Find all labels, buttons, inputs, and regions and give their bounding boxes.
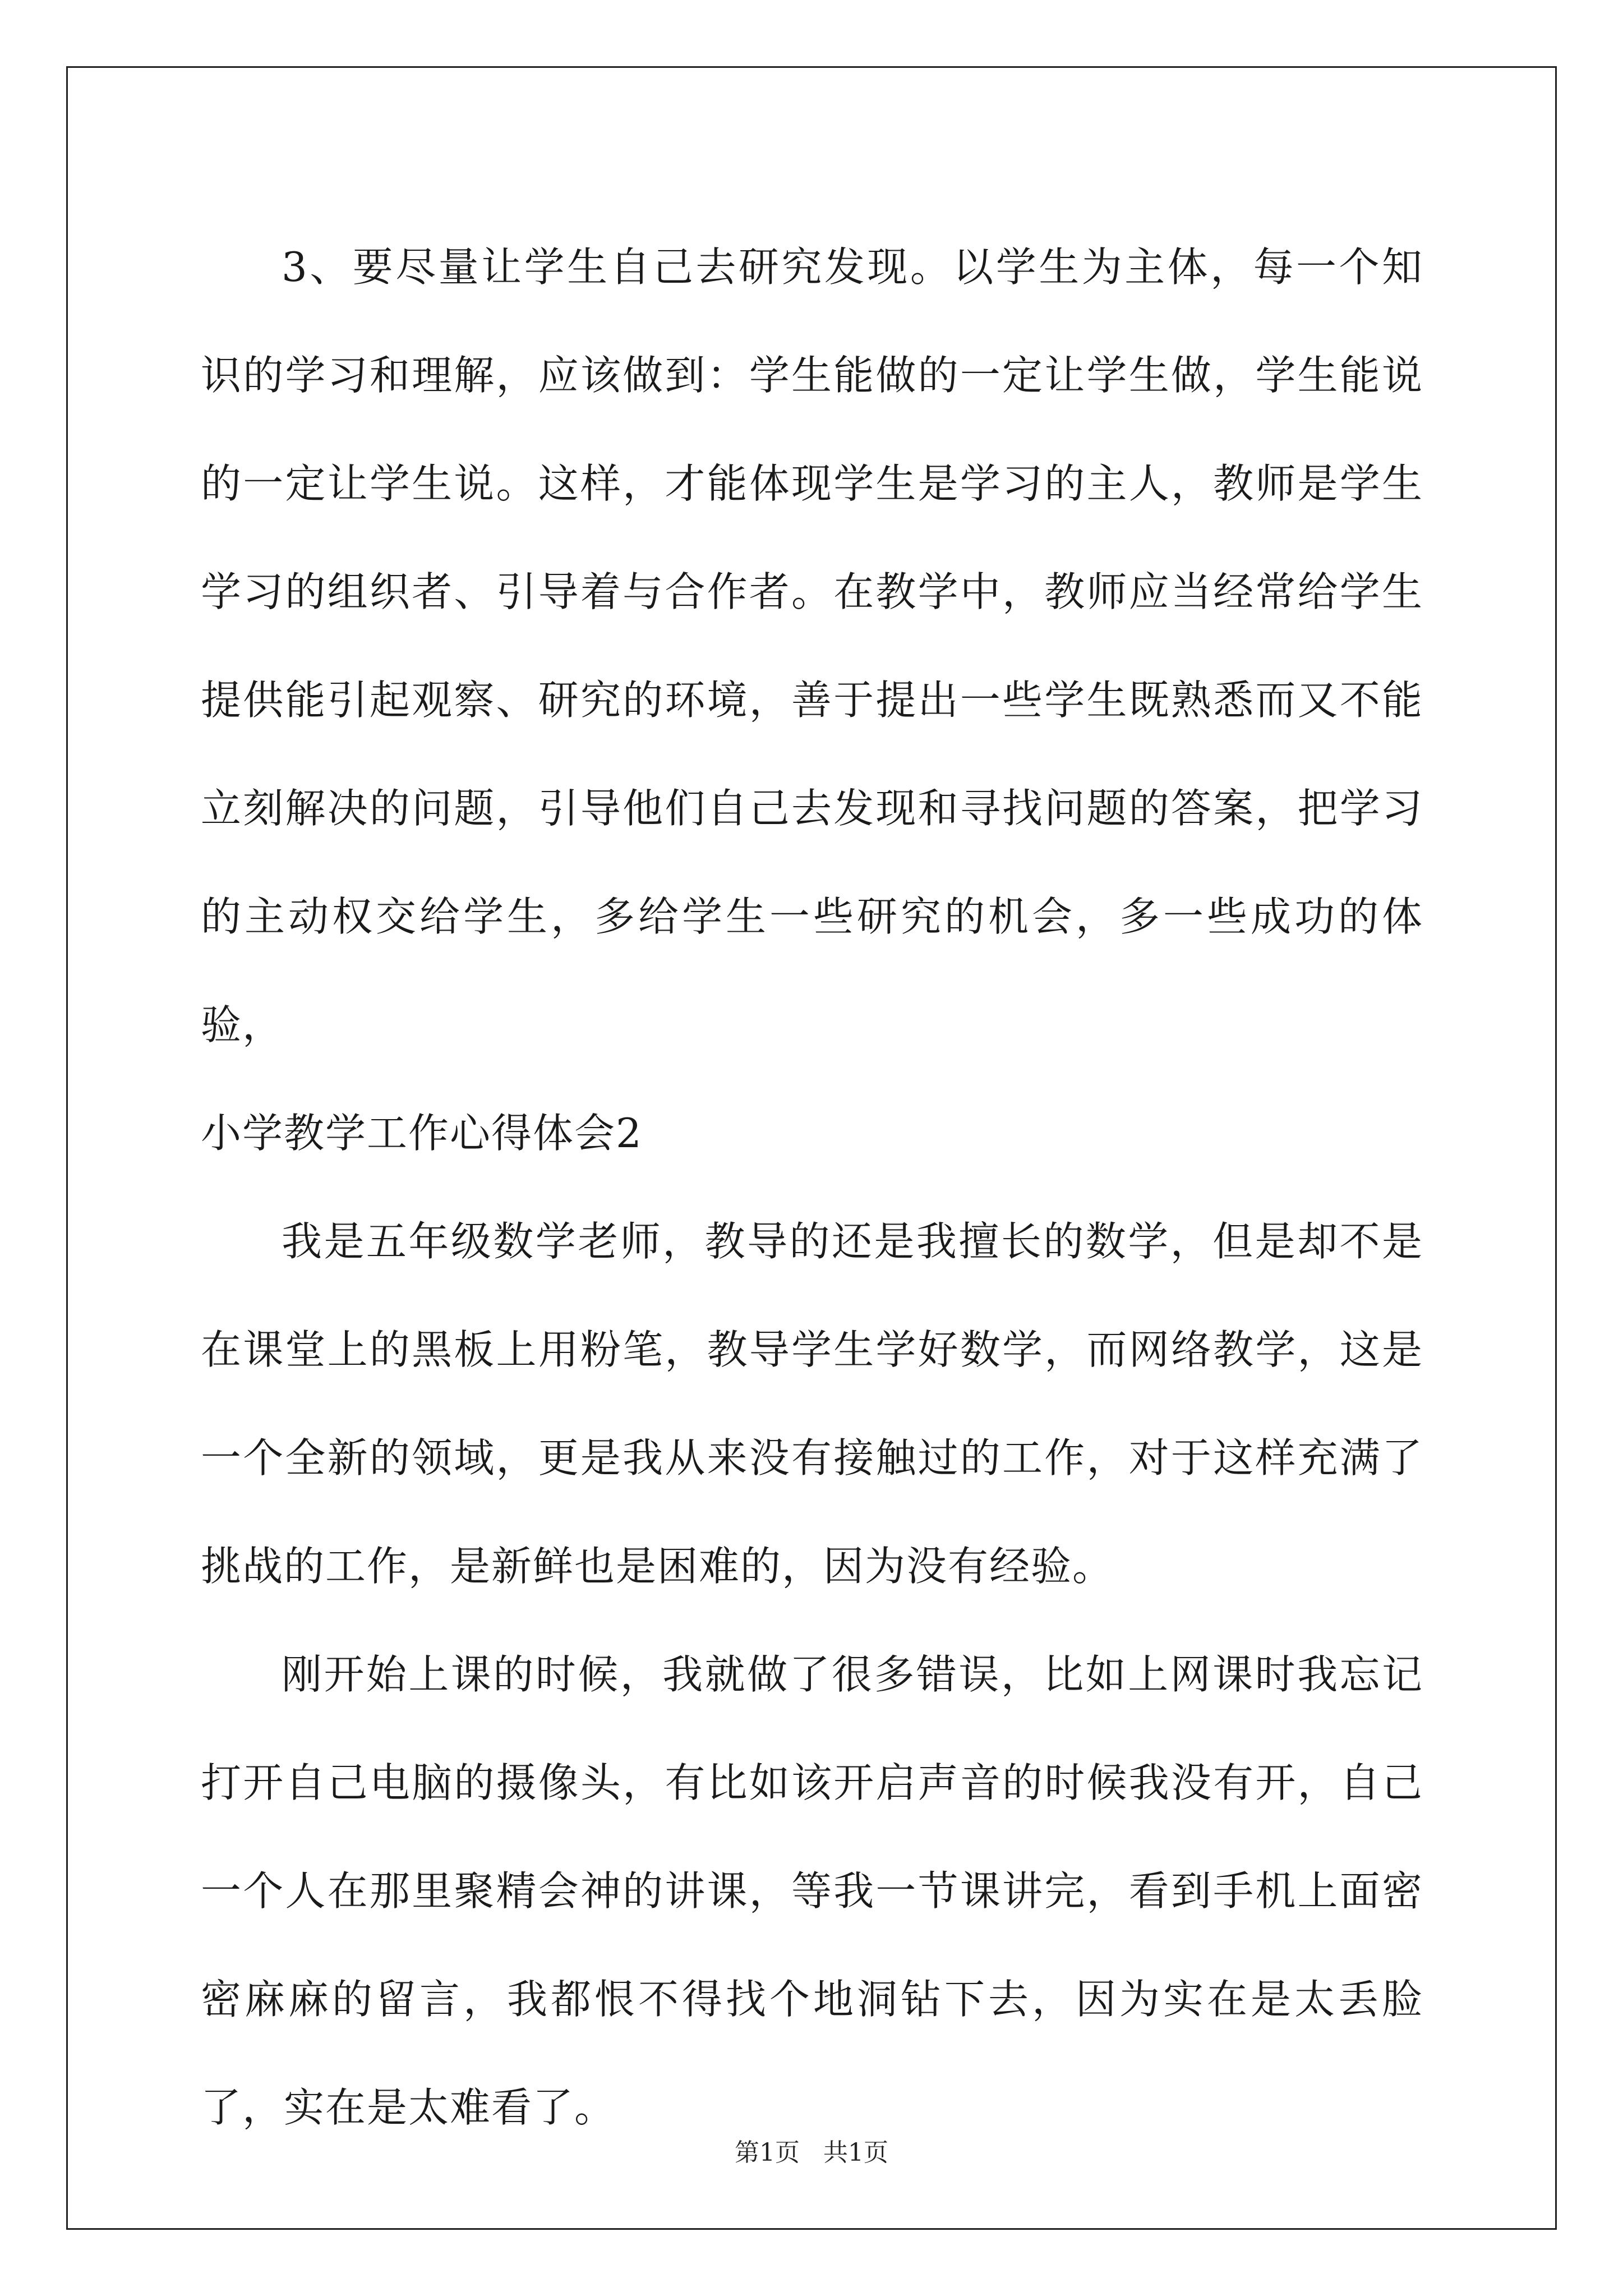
page-footer: 第1页 共1页	[735, 2138, 888, 2167]
document-body	[201, 213, 1423, 2162]
paragraph-intro: 我是五年级数学老师，教导的还是我擅长的数学，但是却不是在课堂上的黑板上用粉笔，教导学生学好数学，而网络教学，这是一个全新的领域，更是我从来没有接触过的工作，对于这样充满了挑战的工作，是新鲜也是困难的，因为没有经验。	[201, 1218, 1423, 1590]
paragraph-point-3: 3、要尽量让学生自己去研究发现。以学生为主体，每一个知识的学习和理解，应该做到：学生能做的一定让学生做，学生能说的一定让学生说。这样，才能体现学生是学习的主人，教师是学生学习的组织者、引导着与合作者。在教学中，教师应当经常给学生提供能引起观察、研究的环境，善于提出一些学生既熟悉而又不能立刻解决的问题，引导他们自己去发现和寻找问题的答案，把学习的主动权交给学生，多给学生一些研究的机会，多一些成功的体验，	[201, 243, 1423, 1048]
section-heading: 小学教学工作心得体会2	[201, 1110, 643, 1157]
paragraph-first-class: 刚开始上课的时候，我就做了很多错误，比如上网课时我忘记打开自己电脑的摄像头，有比如该开启声音的时候我没有开，自己一个人在那里聚精会神的讲课，等我一节课讲完，看到手机上面密密麻麻的留言，我都恨不得找个地洞钻下去，因为实在是太丢脸了，实在是太难看了。	[201, 1651, 1423, 2131]
